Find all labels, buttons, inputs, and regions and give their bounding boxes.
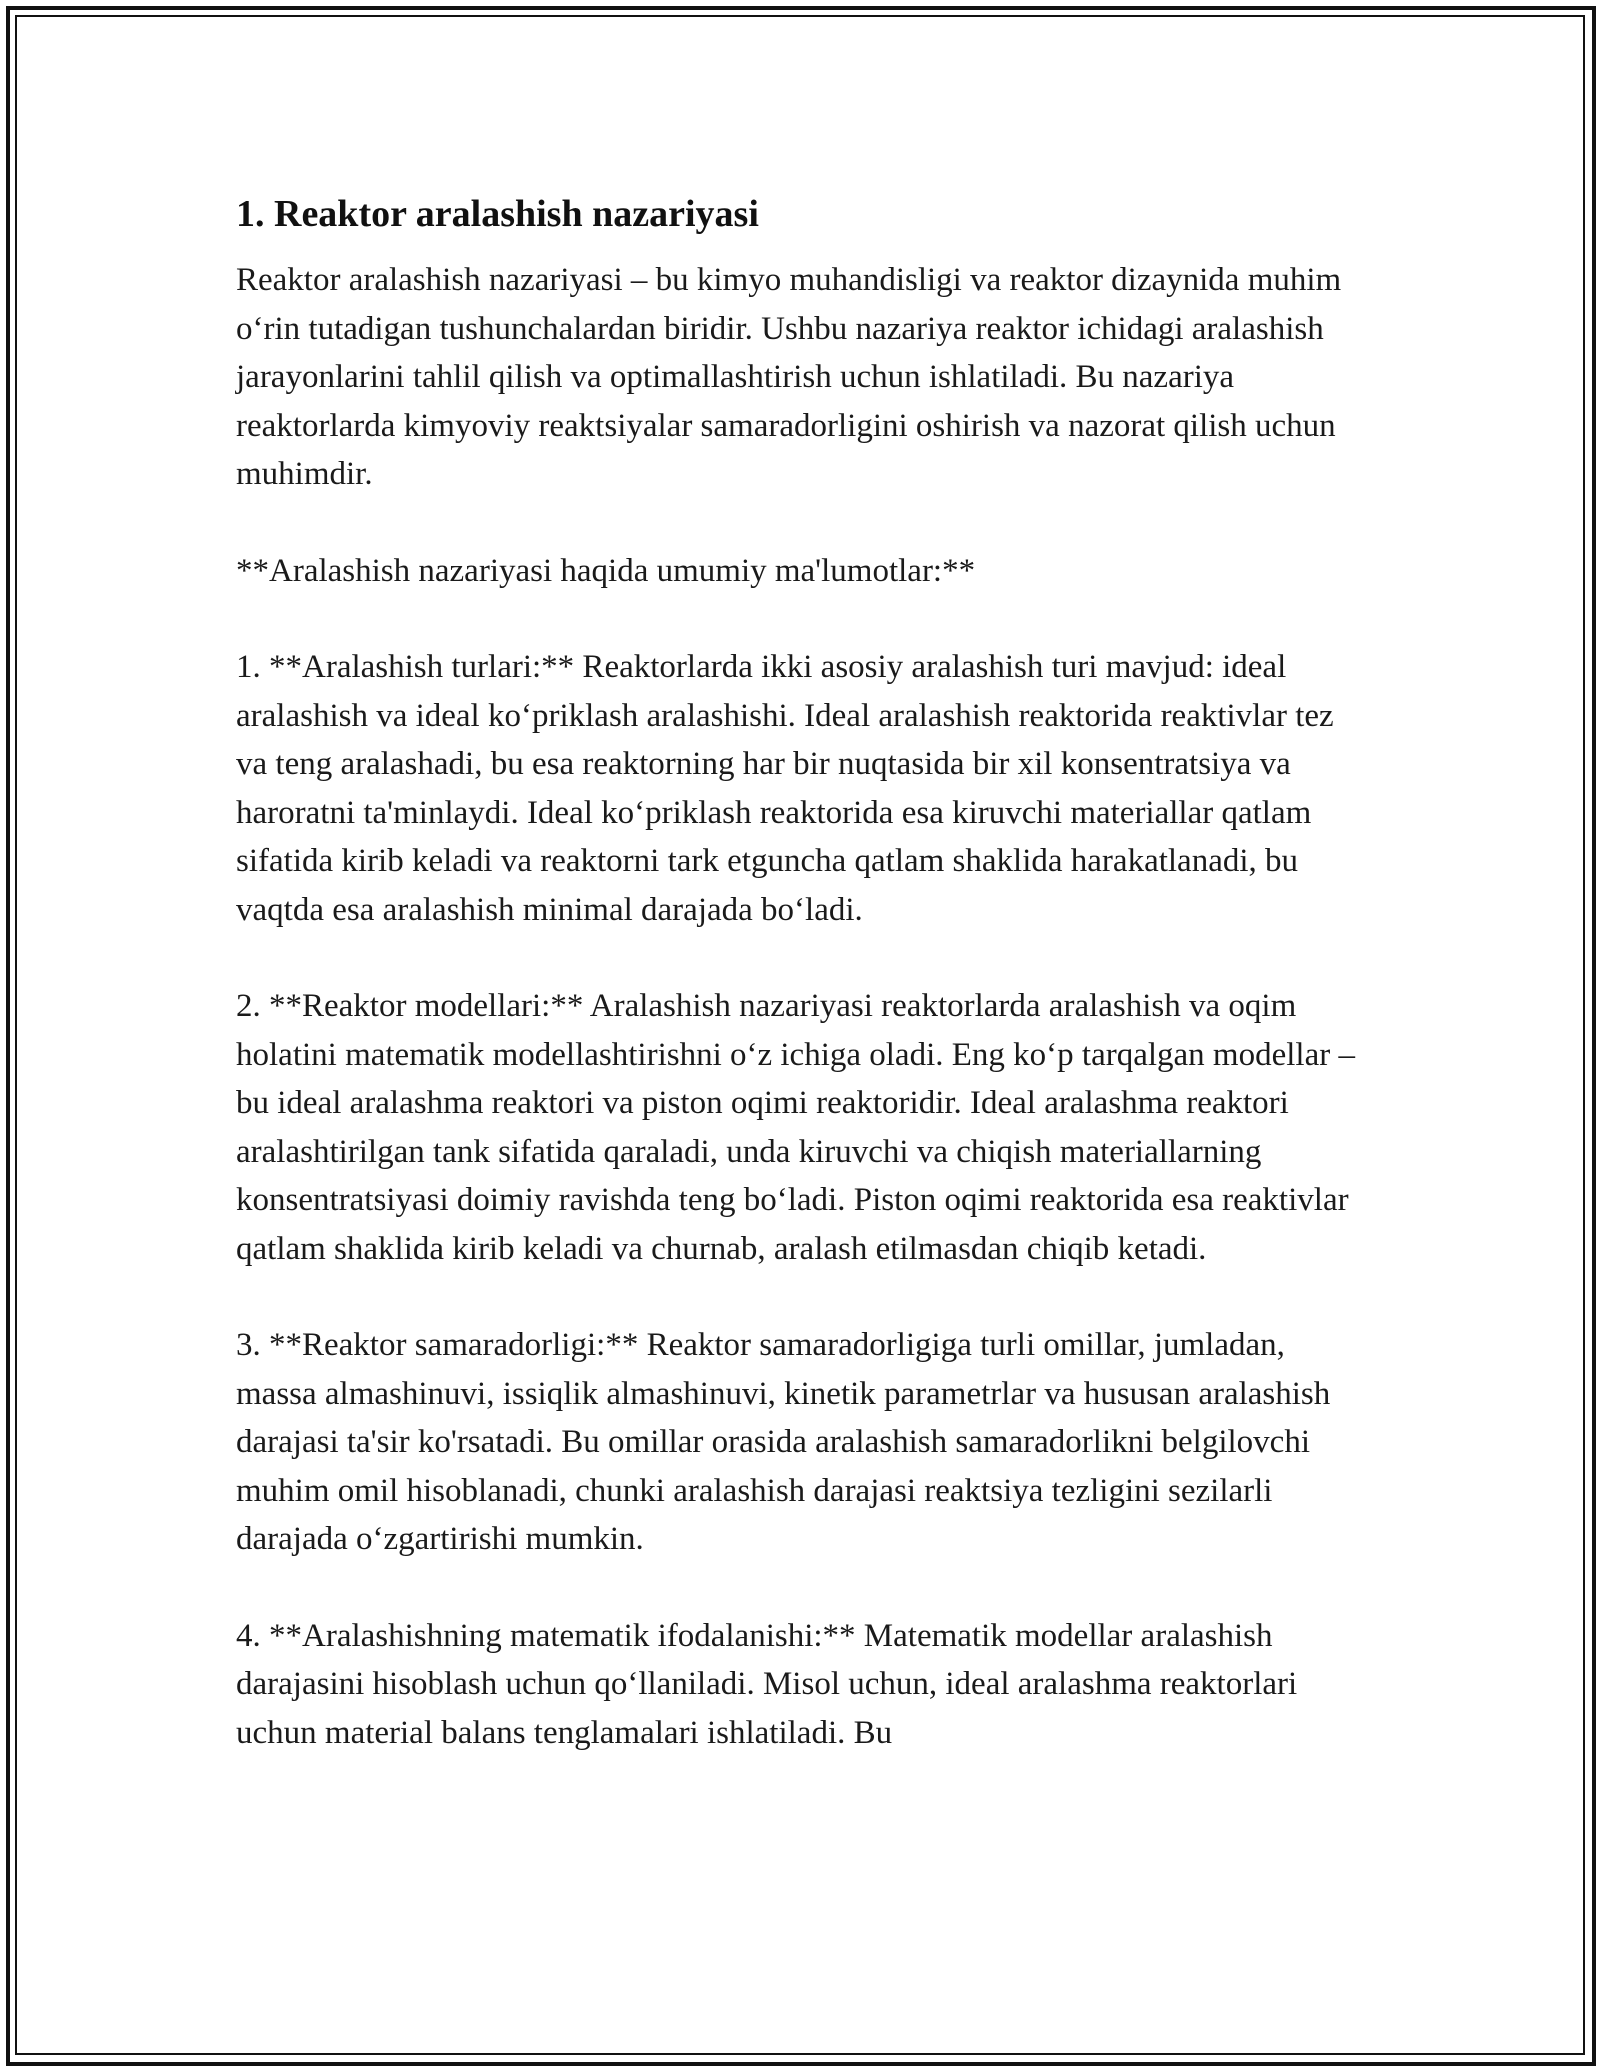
list-item-reactor-models: 2. **Reaktor modellari:** Aralashish nazariyasi reaktorlarda aralashish va oqim holatini matematik modellashtirishni o‘z ichiga oladi. Eng ko‘p tarqalgan modellar – bu ideal aralashma reaktori va piston oqimi reaktoridir. Ideal aralashma reaktori aralashtirilgan tank sifatida qaraladi, unda kiruvchi va chiqish materiallarning konsentratsiyasi doimiy ravishda teng bo‘ladi. Piston oqimi reaktorida esa reaktivlar qatlam shaklida kirib keladi va churnab, aralash etilmasdan chiqib ketadi.	[236, 988, 1355, 1267]
intro-paragraph: Reaktor aralashish nazariyasi – bu kimyo muhandisligi va reaktor dizaynida muhim o‘rin tutadigan tushunchalardan biridir. Ushbu nazariya reaktor ichidagi aralashish jarayonlarini tahlil qilish va optimallashtirish uchun ishlatiladi. Bu nazariya reaktorlarda kimyoviy reaktsiyalar samaradorligini oshirish va nazorat qilish uchun muhimdir.	[236, 262, 1342, 492]
general-info-heading: **Aralashish nazariyasi haqida umumiy ma'lumotlar:**	[236, 552, 976, 589]
list-item-reactor-efficiency: 3. **Reaktor samaradorligi:** Reaktor samaradorligiga turli omillar, jumladan, massa almashinuvi, issiqlik almashinuvi, kinetik parametrlar va hususan aralashish darajasi ta'sir ko'rsatadi. Bu omillar orasida aralashish samaradorlikni belgilovchi muhim omil hisoblanadi, chunki aralashish darajasi reaktsiya tezligini sezilarli darajada o‘zgartirishi mumkin.	[236, 1327, 1331, 1557]
list-item-mixing-types: 1. **Aralashish turlari:** Reaktorlarda ikki asosiy aralashish turi mavjud: ideal aralashish va ideal ko‘priklash aralashishi. Ideal aralashish reaktorida reaktivlar tez va teng aralashadi, bu esa reaktorning har bir nuqtasida bir xil konsentratsiya va haroratni ta'minlaydi. Ideal ko‘priklash reaktorida esa kiruvchi materiallar qatlam sifatida kirib keladi va reaktorni tark etguncha qatlam shaklida harakatlanadi, bu vaqtda esa aralashish minimal darajada bo‘ladi.	[236, 649, 1334, 928]
document-body	[236, 186, 1366, 1805]
section-heading: 1. Reaktor aralashish nazariyasi	[236, 193, 759, 235]
list-item-math-expression: 4. **Aralashishning matematik ifodalanishi:** Matematik modellar aralashish darajasini hisoblash uchun qo‘llaniladi. Misol uchun, ideal aralashma reaktorlari uchun material balans tenglamalari ishlatiladi. Bu	[236, 1617, 1298, 1751]
